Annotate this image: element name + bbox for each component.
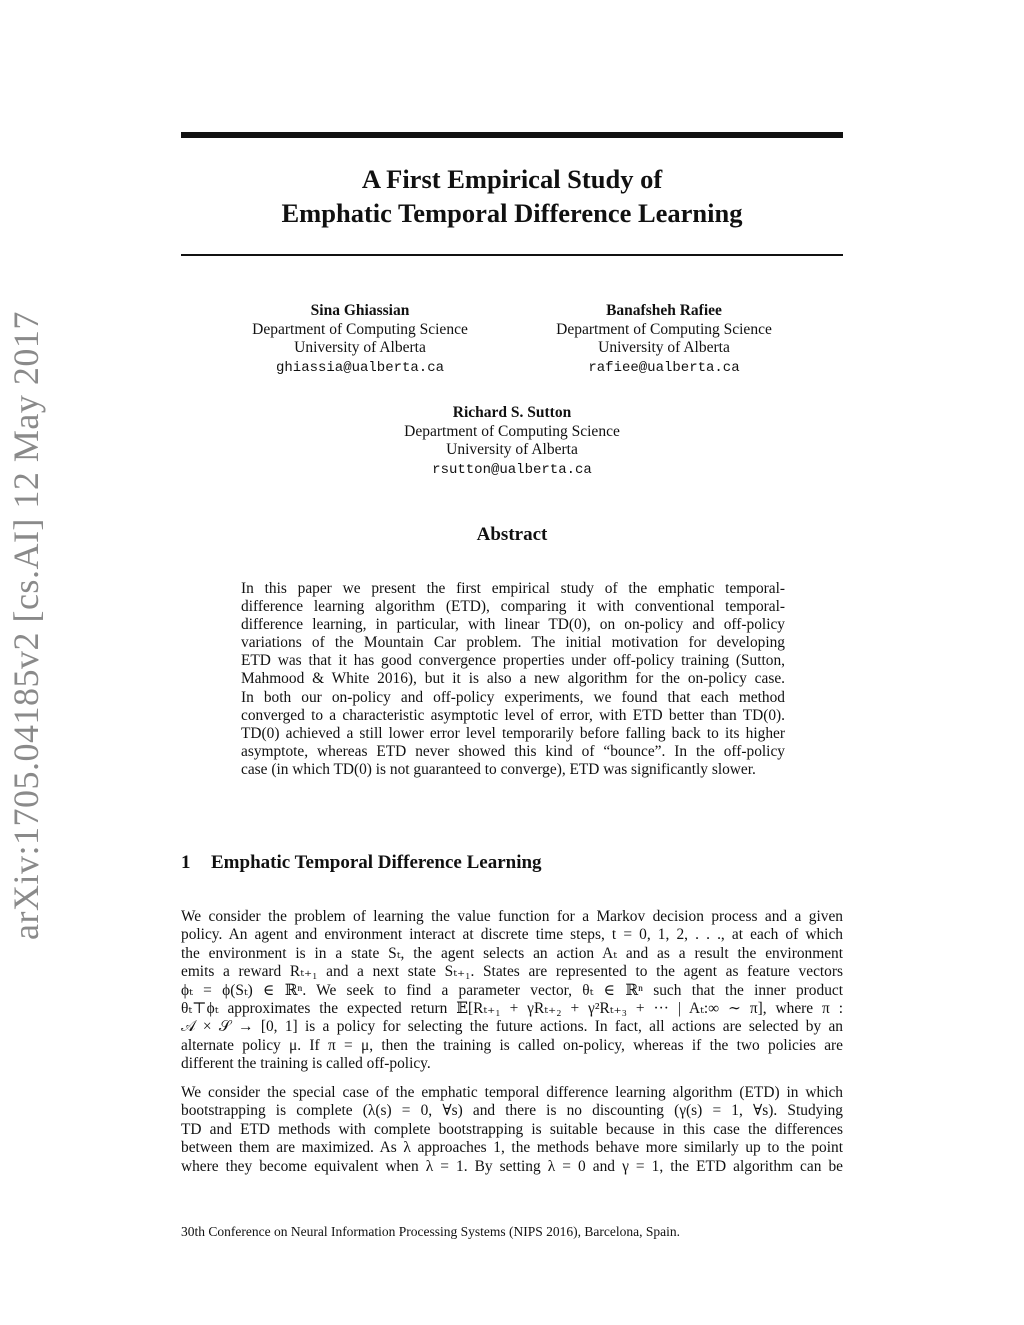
- paragraph-line: ϕₜ = ϕ(Sₜ) ∈ ℝⁿ. We seek to find a parameter vector, θₜ ∈ ℝⁿ such that the inner product: [181, 981, 843, 999]
- paragraph-line: policy. An agent and environment interact at discrete time steps, t = 0, 1, 2, . . ., at each of which: [181, 926, 843, 944]
- abstract-line: difference learning algorithm (ETD), comparing it with conventional temporal-: [241, 598, 785, 616]
- abstract-line: TD(0) achieved a still lower error level temporarily before falling back to its higher: [241, 724, 785, 742]
- body-paragraph: [181, 1084, 843, 1176]
- abstract-line: asymptote, whereas ETD never showed this kind of “bounce”. In the off-policy: [241, 742, 785, 760]
- author-email: rafiee@ualberta.ca: [588, 359, 740, 376]
- section-number: 1: [181, 852, 191, 873]
- author-university: University of Alberta: [598, 339, 730, 356]
- title-line-1: A First Empirical Study of: [361, 164, 663, 194]
- abstract-line: In this paper we present the first empirical study of the emphatic temporal-: [241, 580, 785, 597]
- paragraph-line: TD and ETD methods with complete bootstrapping is suitable because in this case the differences: [181, 1120, 843, 1138]
- paragraph-line: emits a reward Rₜ₊₁ and a next state Sₜ₊₁. States are represented to the agent as feature vectors: [181, 963, 843, 981]
- paragraph-line: the environment is in a state Sₜ, the agent selects an action Aₜ and as a result the environment: [181, 944, 843, 962]
- paragraph-line: between them are maximized. As λ approaches 1, the methods behave more similarly up to the point: [181, 1139, 843, 1157]
- abstract-line: ETD was that it has good convergence properties under off-policy training (Sutton,: [241, 652, 785, 670]
- abstract-line: difference learning, in particular, with linear TD(0), on on-policy and off-policy: [241, 616, 785, 634]
- title-top-rule: [181, 132, 843, 138]
- abstract-line: Mahmood & White 2016), but it is also a new algorithm for the on-policy case.: [241, 670, 785, 688]
- author-block: [220, 302, 500, 377]
- paragraph-line: where they become equivalent when λ = 1. By setting λ = 0 and γ = 1, the ETD algorithm can be: [181, 1157, 843, 1175]
- author-email: ghiassia@ualberta.ca: [275, 359, 445, 376]
- body-paragraph: [181, 908, 843, 1074]
- paragraph-line: We consider the special case of the emphatic temporal difference learning algorithm (ETD) in which: [181, 1084, 843, 1101]
- paragraph-line: alternate policy μ. If π = μ, then the training is called on-policy, whereas if the two policies are: [181, 1036, 843, 1054]
- conference-footnote: 30th Conference on Neural Information Processing Systems (NIPS 2016), Barcelona, Spain.: [181, 1224, 681, 1239]
- author-block: [372, 404, 652, 479]
- paragraph-line: different the training is called off-policy.: [181, 1055, 431, 1073]
- author-department: Department of Computing Science: [556, 320, 772, 338]
- author-name: Sina Ghiassian: [310, 302, 410, 319]
- author-university: University of Alberta: [446, 441, 578, 458]
- abstract-heading: Abstract: [476, 524, 548, 545]
- author-email: rsutton@ualberta.ca: [432, 461, 592, 478]
- author-name: Banafsheh Rafiee: [606, 302, 722, 319]
- abstract-line: variations of the Mountain Car problem. The initial motivation for developing: [241, 634, 785, 652]
- paragraph-line: We consider the problem of learning the value function for a Markov decision process and a given: [181, 908, 843, 925]
- abstract-line: In both our on-policy and off-policy experiments, we found that each method: [241, 688, 785, 706]
- author-name: Richard S. Sutton: [452, 404, 572, 421]
- section-heading: [181, 852, 542, 874]
- abstract-line: case (in which TD(0) is not guaranteed to converge), ETD was significantly slower.: [241, 760, 756, 778]
- paragraph-line: bootstrapping is complete (λ(s) = 0, ∀s) and there is no discounting (γ(s) = 1, ∀s). Studying: [181, 1102, 843, 1120]
- title-line-2: Emphatic Temporal Difference Learning: [281, 198, 743, 228]
- author-department: Department of Computing Science: [252, 320, 468, 338]
- section-title: Emphatic Temporal Difference Learning: [211, 852, 542, 873]
- paper-title: [181, 162, 843, 230]
- arxiv-identifier: arXiv:1705.04185v2 [cs.AI] 12 May 2017: [6, 311, 46, 940]
- author-block: [524, 302, 804, 377]
- paragraph-line: 𝒜 × 𝒮 → [0, 1] is a policy for selecting the future actions. In fact, all actions are selected by an: [181, 1018, 843, 1036]
- abstract-body: [241, 580, 785, 779]
- title-bottom-rule: [181, 254, 843, 256]
- abstract-line: converged to a characteristic asymptotic level of error, with ETD better than TD(0).: [241, 706, 785, 724]
- paragraph-line: θₜ⊤ϕₜ approximates the expected return 𝔼[Rₜ₊₁ + γRₜ₊₂ + γ²Rₜ₊₃ + ··· | Aₜ:∞ ∼ π], where π :: [181, 1000, 843, 1018]
- author-university: University of Alberta: [294, 339, 426, 356]
- author-department: Department of Computing Science: [404, 422, 620, 440]
